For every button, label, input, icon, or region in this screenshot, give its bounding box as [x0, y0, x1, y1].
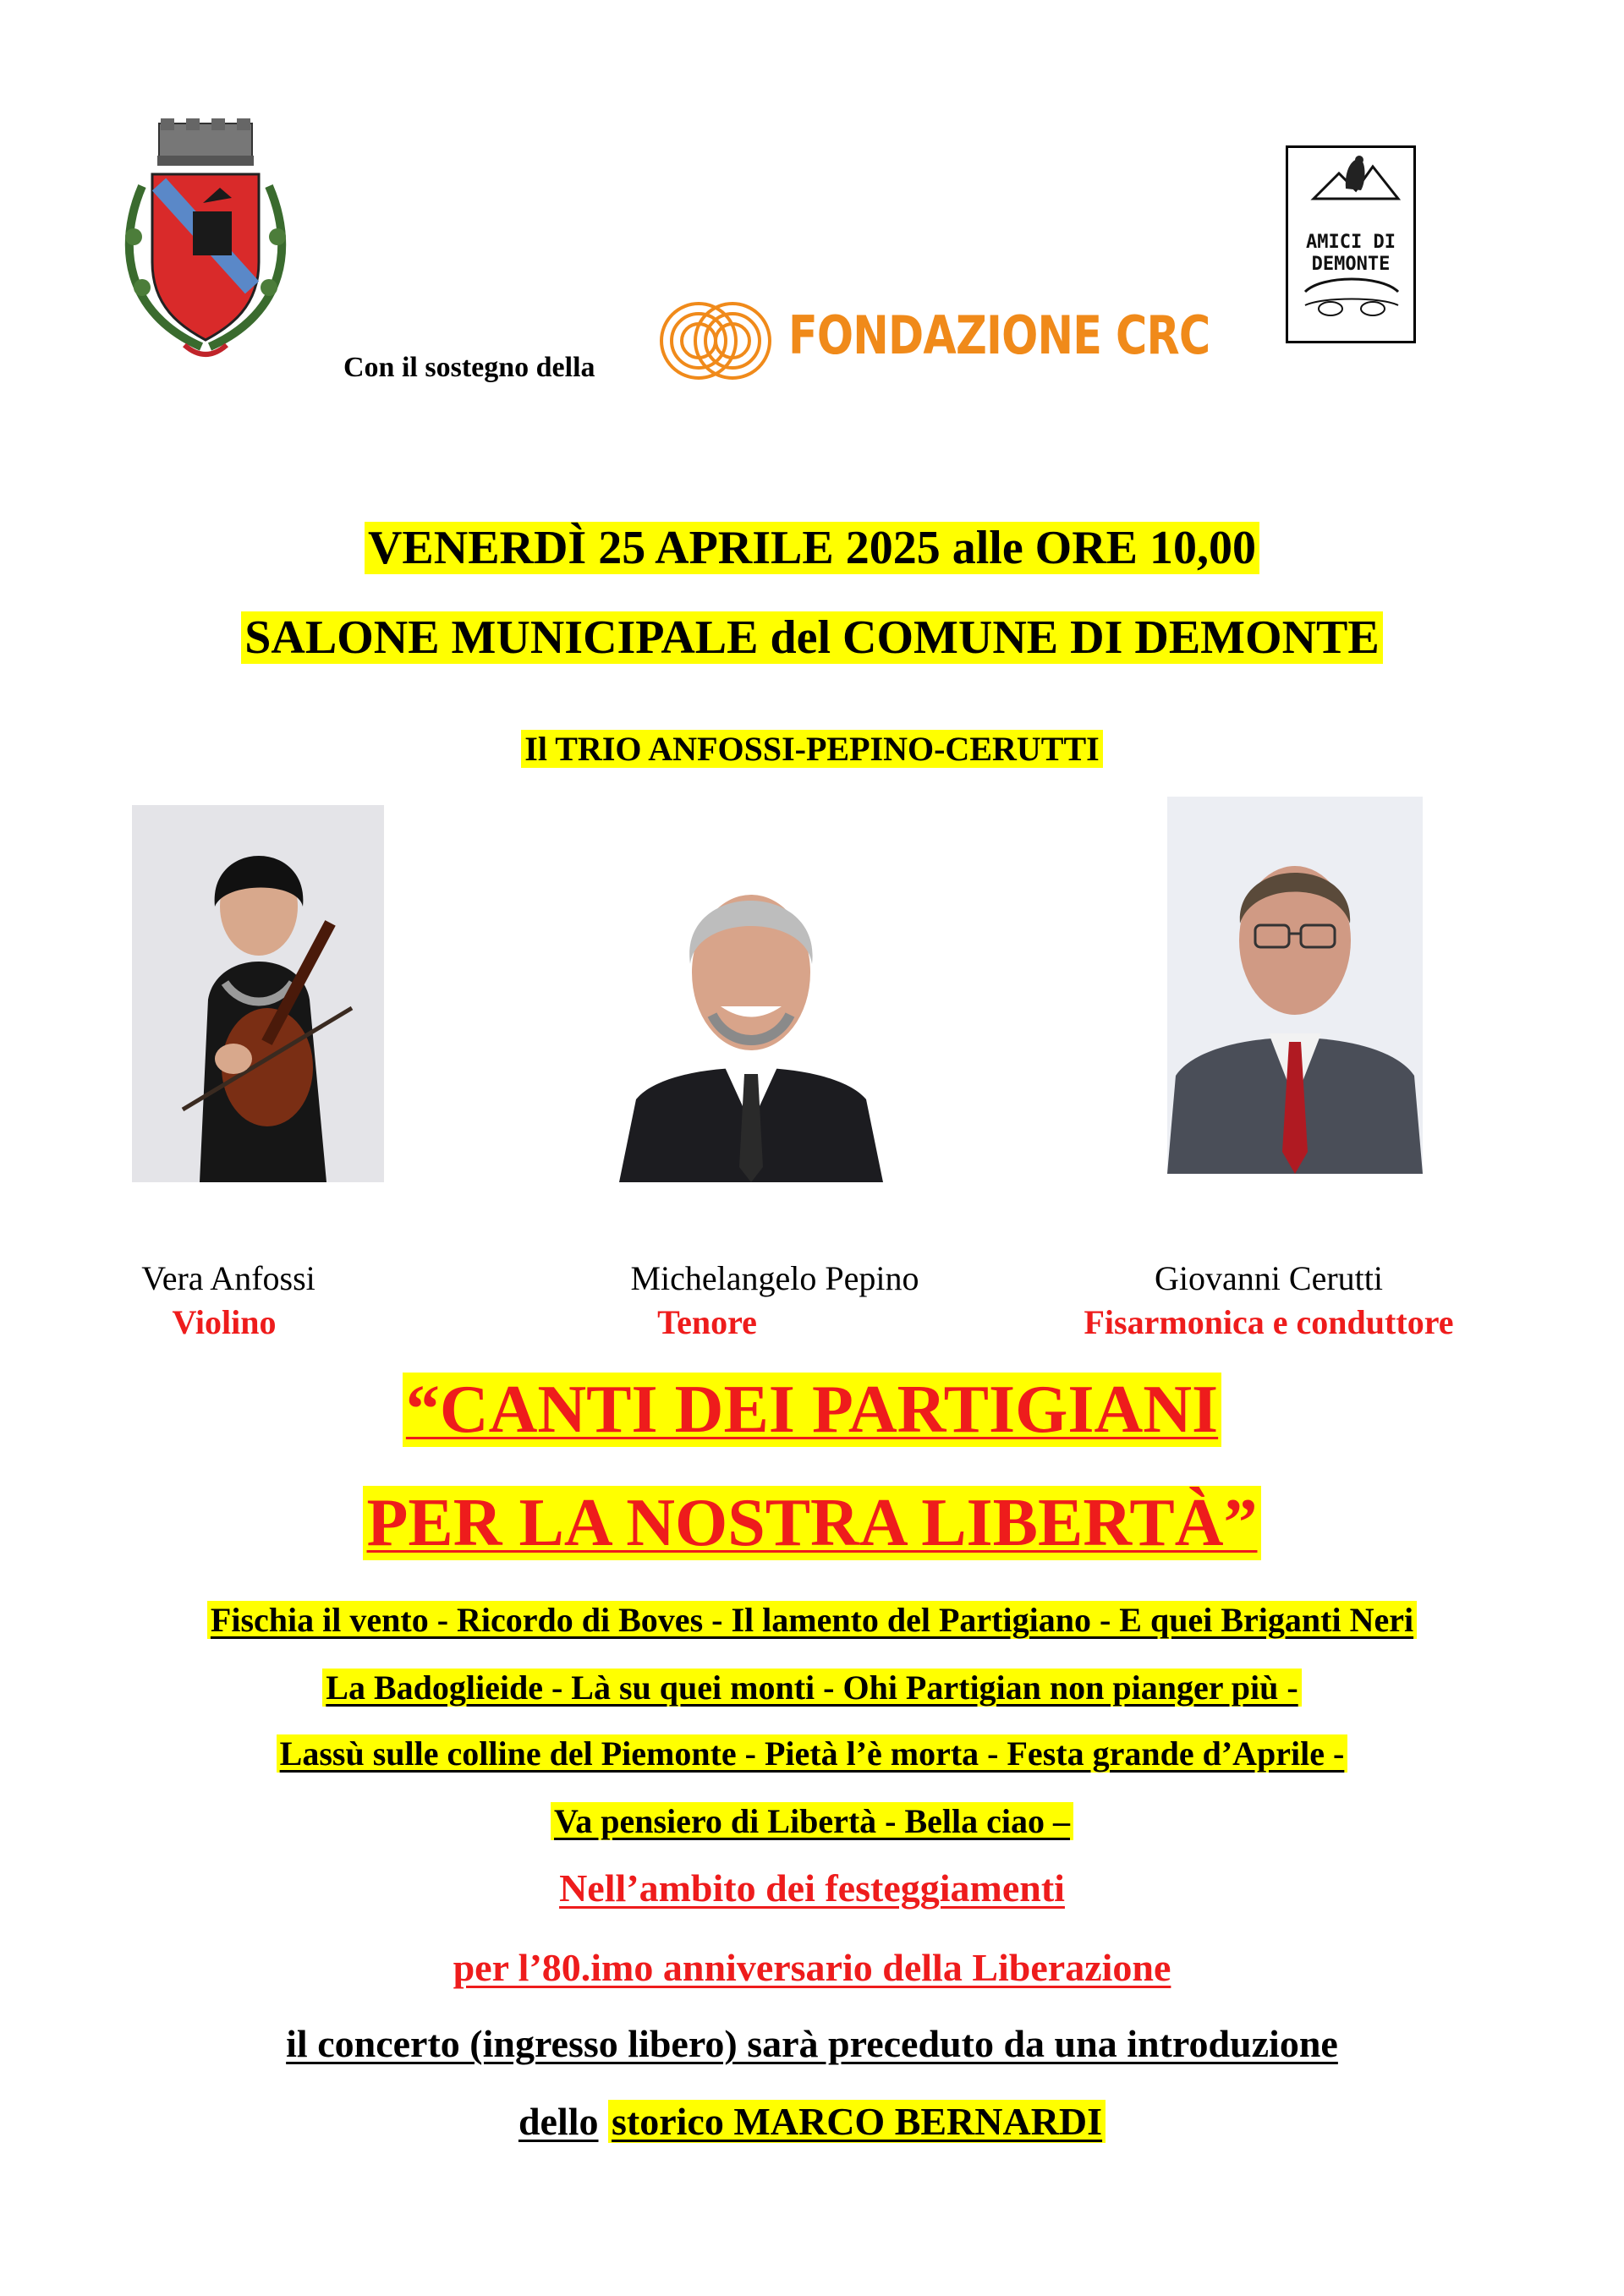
- title-line-1: [0, 1372, 1624, 1449]
- song-text: Lassù sulle colline del Piemonte - Pietà l’è morta - Festa grande d’Aprile -: [277, 1734, 1348, 1773]
- concert-line: [0, 2021, 1624, 2066]
- ambito-line: [0, 1866, 1624, 1910]
- dello-text: dello: [518, 2100, 599, 2143]
- trio-line: [0, 729, 1624, 769]
- amici-logo-line1: AMICI DI: [1306, 232, 1396, 253]
- eagle-mountain-icon: [1288, 148, 1413, 341]
- title-line-2: [0, 1485, 1624, 1562]
- title-text-1: “CANTI DEI PARTIGIANI: [403, 1373, 1221, 1447]
- performer-role-3: Fisarmonica e conduttore: [1084, 1303, 1454, 1341]
- concert-text: il concerto (ingresso libero) sarà preceduto da una introduzione: [286, 2022, 1338, 2065]
- title-text-2: PER LA NOSTRA LIBERTÀ”: [363, 1486, 1260, 1560]
- fondazione-crc-name: FONDAZIONE CRC: [788, 304, 1210, 366]
- anniversary-text: per l’80.imo anniversario della Liberazione: [453, 1946, 1171, 1989]
- trio-name: Il TRIO ANFOSSI-PEPINO-CERUTTI: [521, 730, 1102, 768]
- song-text: La Badoglieide - Là su quei monti - Ohi Partigian non pianger più -: [322, 1669, 1301, 1707]
- song-line: [0, 1734, 1624, 1773]
- amici-logo-line2: DEMONTE: [1311, 254, 1391, 275]
- song-line: [0, 1668, 1624, 1707]
- performer-role-1: Violino: [172, 1303, 277, 1341]
- performer-name-1: Vera Anfossi: [141, 1259, 315, 1297]
- song-text: Va pensiero di Libertà - Bella ciao –: [551, 1802, 1073, 1840]
- event-venue: SALONE MUNICIPALE del COMUNE DI DEMONTE: [241, 611, 1382, 664]
- performer-name-3: Giovanni Cerutti: [1155, 1259, 1383, 1297]
- amici-di-demonte-logo: [1286, 145, 1416, 343]
- photo-vera-anfossi: [132, 805, 384, 1182]
- song-line: [0, 1600, 1624, 1640]
- coat-of-arms-logo: [108, 118, 303, 372]
- song-text: Fischia il vento - Ricordo di Boves - Il lamento del Partigiano - E quei Briganti Neri: [207, 1601, 1417, 1639]
- performer-name-2: Michelangelo Pepino: [630, 1259, 919, 1297]
- song-line: [0, 1801, 1624, 1841]
- photo-giovanni-cerutti: [1167, 797, 1423, 1174]
- photo-michelangelo-pepino: [619, 846, 883, 1182]
- historian-line: [0, 2099, 1624, 2144]
- anniversary-line: [0, 1945, 1624, 1990]
- event-venue-line: [0, 611, 1624, 665]
- event-date-time: VENERDÌ 25 APRILE 2025 alle ORE 10,00: [365, 522, 1259, 574]
- event-date-line: [0, 521, 1624, 575]
- support-text: Con il sostegno della: [343, 352, 595, 383]
- ambito-text: Nell’ambito dei festeggiamenti: [559, 1866, 1065, 1910]
- historian-name: storico MARCO BERNARDI: [608, 2100, 1106, 2143]
- performer-role-2: Tenore: [657, 1303, 757, 1341]
- fondazione-crc-rings-icon: [656, 294, 775, 387]
